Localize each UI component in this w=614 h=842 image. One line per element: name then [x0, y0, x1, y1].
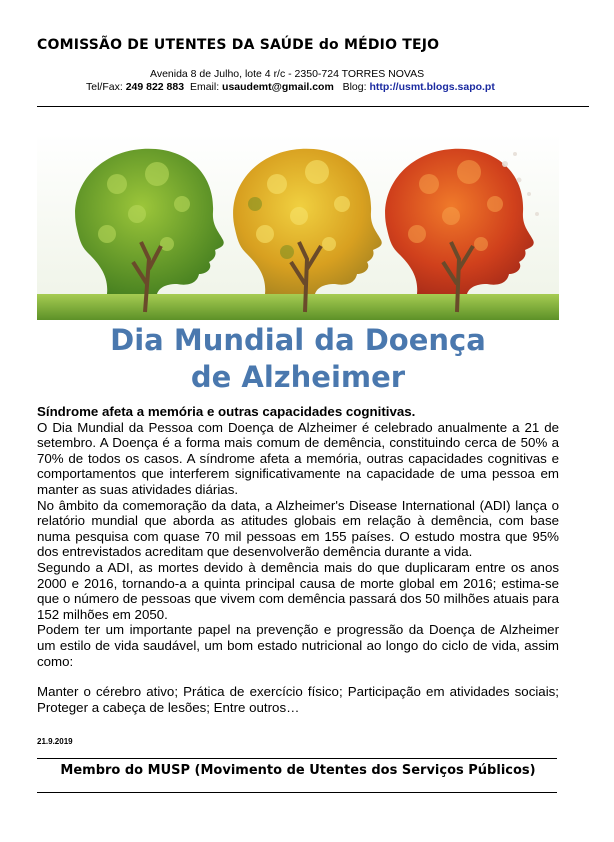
tel-label: Tel/Fax:	[86, 81, 123, 93]
title-line-2: de Alzheimer	[190, 360, 406, 394]
paragraph-statistics: Segundo a ADI, as mortes devido à demência mais do que duplicaram entre os anos 2000 e 2016, tornando-a a quinta principal causa de morte global em 2016; estima-se que o número de pessoas que vivem com demência passará dos 50 milhões atuais para 152 milhões em 2050.	[37, 559, 559, 622]
title-line-1: Dia Mundial da Doença	[110, 323, 486, 357]
alzheimer-tree-heads-illustration	[37, 134, 559, 320]
paragraph-report: No âmbito da comemoração da data, a Alzheimer's Disease International (ADI) lança o relatório mundial que aborda as atitudes globais em relação à demência, com base numa pesquisa com quase 70 mil pessoas em 155 países. O estudo mostra que 95% dos entrevistados acreditam que desenvolverão demência durante a vida.	[37, 497, 559, 560]
footer-divider-top	[37, 758, 557, 759]
paragraph-tips: Manter o cérebro ativo; Prática de exercício físico; Participação em atividades sociais; Proteger a cabeça de lesões; Entre outros…	[37, 684, 559, 715]
membership-line: Membro do MUSP (Movimento de Utentes dos Serviços Públicos)	[60, 763, 536, 778]
tel-value: 249 822 883	[125, 81, 185, 93]
header-divider	[37, 106, 589, 107]
address-line: Avenida 8 de Julho, lote 4 r/c - 2350-724 TORRES NOVAS	[150, 68, 425, 80]
footer-divider-bottom	[37, 792, 557, 793]
publication-date: 21.9.2019	[37, 737, 73, 746]
organization-name: COMISSÃO DE UTENTES DA SAÚDE do MÉDIO TEJO	[37, 37, 440, 53]
email-value[interactable]: usaudemt@gmail.com	[222, 81, 334, 93]
paragraph-intro: O Dia Mundial da Pessoa com Doença de Alzheimer é celebrado anualmente a 21 de setembro. A Doença é a forma mais comum de demência, constituindo cerca de 50% a 70% de todos os casos. A síndrome afeta a memória, outras capacidades cognitivas e comportamentos que interferem significativamente na capacidade de uma pessoa em manter as suas atividades diárias.	[37, 419, 559, 497]
email-label: Email:	[189, 81, 220, 93]
blog-label: Blog:	[342, 81, 367, 93]
paragraph-prevention: Podem ter um importante papel na prevenção e progressão da Doença de Alzheimer um estilo de vida saudável, um bom estado nutricional ao longo do ciclo de vida, assim como:	[37, 622, 559, 669]
article-body	[37, 404, 559, 715]
article-title	[37, 322, 559, 396]
article-subtitle: Síndrome afeta a memória e outras capacidades cognitivas.	[37, 404, 416, 419]
paragraph-spacer	[37, 669, 559, 684]
contact-line	[86, 81, 495, 93]
blog-link[interactable]: http://usmt.blogs.sapo.pt	[369, 81, 495, 93]
